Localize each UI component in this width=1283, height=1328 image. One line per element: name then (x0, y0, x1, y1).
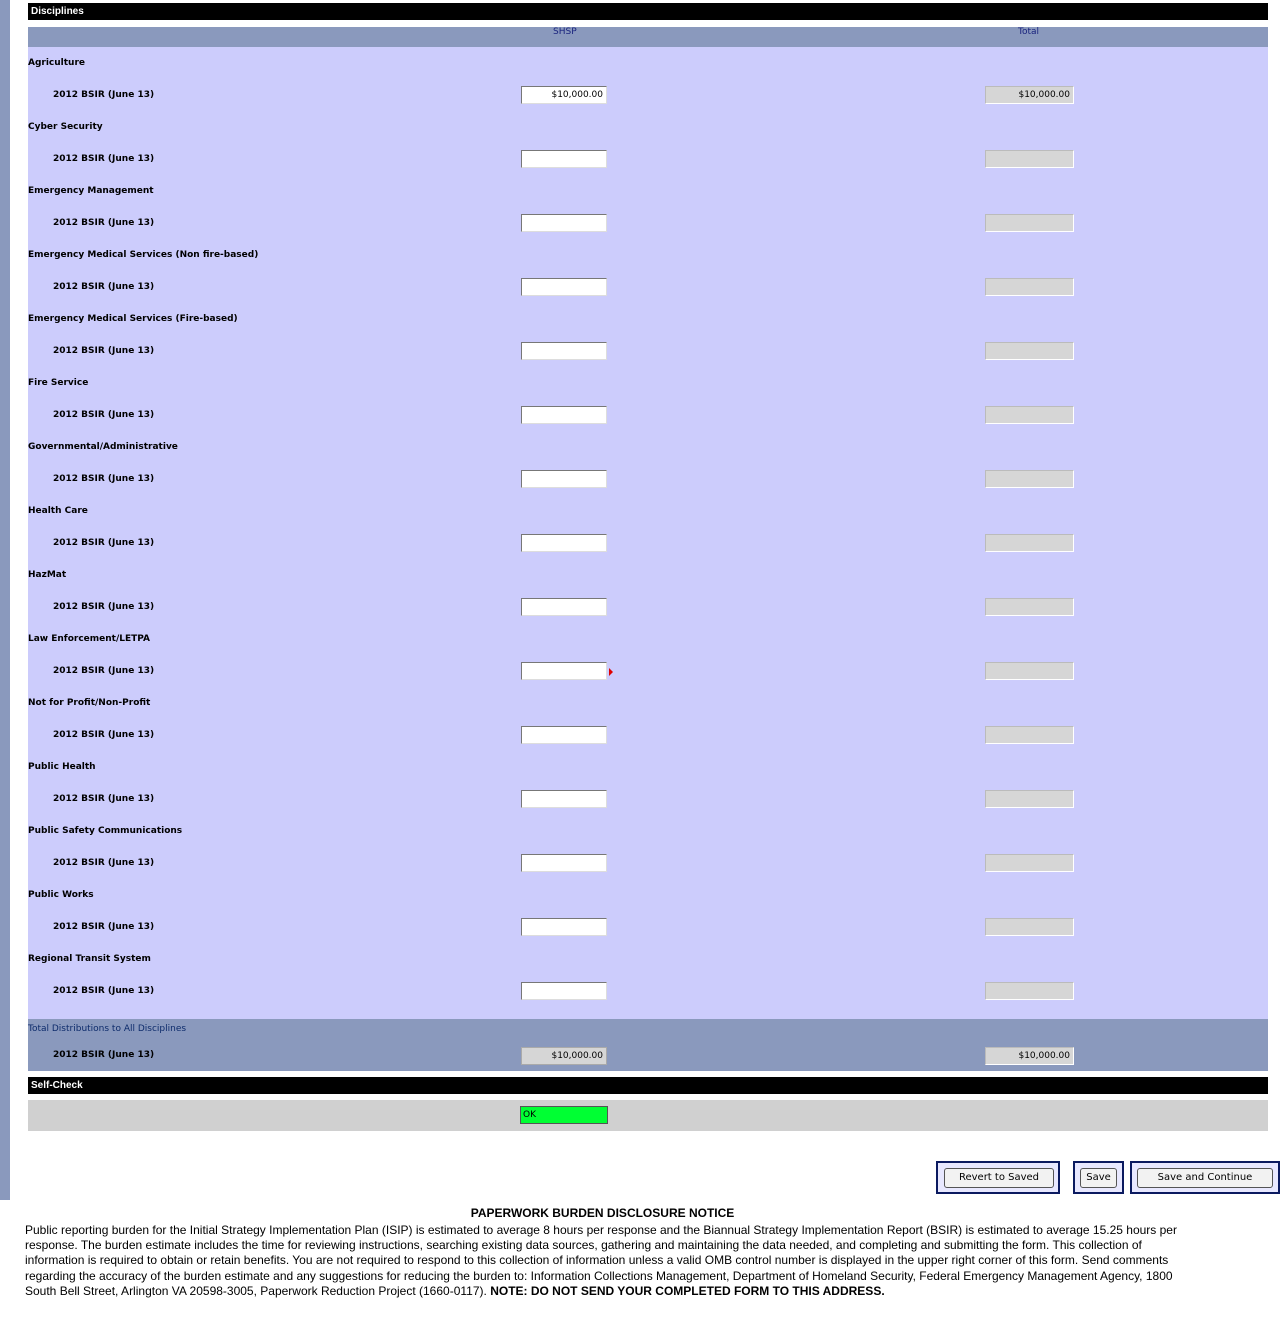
total-amount-field (985, 982, 1074, 1000)
shsp-amount-input[interactable] (521, 150, 607, 168)
shsp-amount-input[interactable] (521, 662, 607, 680)
discipline-label: Emergency Management (28, 186, 154, 196)
discipline-sub-label: 2012 BSIR (June 13) (53, 346, 155, 356)
shsp-amount-input[interactable] (521, 278, 607, 296)
total-amount-field (985, 534, 1074, 552)
column-header-total: Total (1018, 27, 1040, 37)
self-check-panel (28, 1100, 1268, 1131)
totals-shsp-field: $10,000.00 (521, 1047, 607, 1065)
validation-marker-icon (609, 668, 613, 676)
discipline-label: Cyber Security (28, 122, 103, 132)
shsp-amount-input[interactable] (521, 982, 607, 1000)
discipline-sub-label: 2012 BSIR (June 13) (53, 474, 155, 484)
discipline-label: Public Safety Communications (28, 826, 183, 836)
notice-body (25, 1223, 1190, 1299)
total-amount-field (985, 854, 1074, 872)
column-header-bar (28, 27, 1268, 47)
discipline-label: Not for Profit/Non-Profit (28, 698, 151, 708)
notice-text: Public reporting burden for the Initial Strategy Implementation Plan (ISIP) is estimated to average 8 hours per response and the Biannual Strategy Implementation Report (BSIR) is estimated to average 15.25 hours per response. The burden estimate includes the time for reviewing instructions, searching existing data sources, gathering and maintaining the data needed, and completing and submitting the form. This collection of information is required to obtain or retain benefits. You are not required to respond to this collection of information unless a valid OMB control number is displayed in the upper right corner of this form. Send comments regarding the accuracy of the burden estimate and any suggestions for reducing the burden to: Information Collections Management, Department of Homeland Security, Federal Emergency Management Agency, 1800 South Bell Street, Arlington VA 20598-3005, Paperwork Reduction Project (1660-0117). (25, 1223, 1177, 1298)
save-button[interactable]: Save (1080, 1168, 1117, 1188)
left-sidebar-strip (0, 0, 10, 1200)
column-header-shsp: SHSP (553, 27, 577, 37)
total-amount-field (985, 662, 1074, 680)
discipline-sub-label: 2012 BSIR (June 13) (53, 922, 155, 932)
shsp-amount-input[interactable] (521, 918, 607, 936)
discipline-label: Public Health (28, 762, 96, 772)
discipline-label: Law Enforcement/LETPA (28, 634, 151, 644)
total-amount-field (985, 726, 1074, 744)
shsp-amount-input[interactable] (521, 406, 607, 424)
shsp-amount-input[interactable] (521, 470, 607, 488)
shsp-amount-input[interactable] (521, 342, 607, 360)
total-amount-field (985, 918, 1074, 936)
revert-to-saved-button[interactable]: Revert to Saved (944, 1168, 1054, 1188)
shsp-amount-input[interactable] (521, 726, 607, 744)
total-amount-field (985, 214, 1074, 232)
discipline-sub-label: 2012 BSIR (June 13) (53, 282, 155, 292)
discipline-sub-label: 2012 BSIR (June 13) (53, 986, 155, 996)
shsp-amount-input[interactable] (521, 214, 607, 232)
disciplines-panel (28, 47, 1268, 1019)
save-and-continue-button[interactable]: Save and Continue (1137, 1168, 1273, 1188)
discipline-label: Emergency Medical Services (Fire-based) (28, 314, 238, 324)
discipline-label: Fire Service (28, 378, 89, 388)
discipline-sub-label: 2012 BSIR (June 13) (53, 666, 155, 676)
notice-warning: NOTE: DO NOT SEND YOUR COMPLETED FORM TO THIS ADDRESS. (490, 1283, 885, 1298)
discipline-label: Governmental/Administrative (28, 442, 178, 452)
discipline-label: Public Works (28, 890, 94, 900)
discipline-label: Health Care (28, 506, 88, 516)
disciplines-header: Disciplines (28, 3, 1268, 20)
total-amount-field (985, 470, 1074, 488)
shsp-amount-input[interactable] (521, 598, 607, 616)
discipline-sub-label: 2012 BSIR (June 13) (53, 410, 155, 420)
discipline-sub-label: 2012 BSIR (June 13) (53, 154, 155, 164)
totals-sub-label: 2012 BSIR (June 13) (53, 1050, 155, 1060)
total-amount-field (985, 342, 1074, 360)
discipline-label: Emergency Medical Services (Non fire-based) (28, 250, 259, 260)
self-check-status: OK (520, 1106, 608, 1124)
discipline-sub-label: 2012 BSIR (June 13) (53, 538, 155, 548)
discipline-label: Regional Transit System (28, 954, 151, 964)
discipline-label: Agriculture (28, 58, 86, 68)
discipline-sub-label: 2012 BSIR (June 13) (53, 218, 155, 228)
shsp-amount-input[interactable] (521, 854, 607, 872)
discipline-sub-label: 2012 BSIR (June 13) (53, 858, 155, 868)
shsp-amount-input[interactable]: $10,000.00 (521, 86, 607, 104)
discipline-sub-label: 2012 BSIR (June 13) (53, 730, 155, 740)
discipline-sub-label: 2012 BSIR (June 13) (53, 602, 155, 612)
totals-title: Total Distributions to All Disciplines (28, 1024, 187, 1034)
total-amount-field (985, 790, 1074, 808)
self-check-header: Self-Check (28, 1077, 1268, 1094)
total-amount-field (985, 406, 1074, 424)
discipline-sub-label: 2012 BSIR (June 13) (53, 90, 155, 100)
discipline-sub-label: 2012 BSIR (June 13) (53, 794, 155, 804)
total-amount-field (985, 150, 1074, 168)
discipline-label: HazMat (28, 570, 67, 580)
shsp-amount-input[interactable] (521, 790, 607, 808)
totals-total-field: $10,000.00 (985, 1047, 1074, 1065)
total-amount-field (985, 598, 1074, 616)
shsp-amount-input[interactable] (521, 534, 607, 552)
total-amount-field: $10,000.00 (985, 86, 1074, 104)
total-amount-field (985, 278, 1074, 296)
notice-title: PAPERWORK BURDEN DISCLOSURE NOTICE (470, 1206, 735, 1220)
totals-section (28, 1019, 1268, 1071)
